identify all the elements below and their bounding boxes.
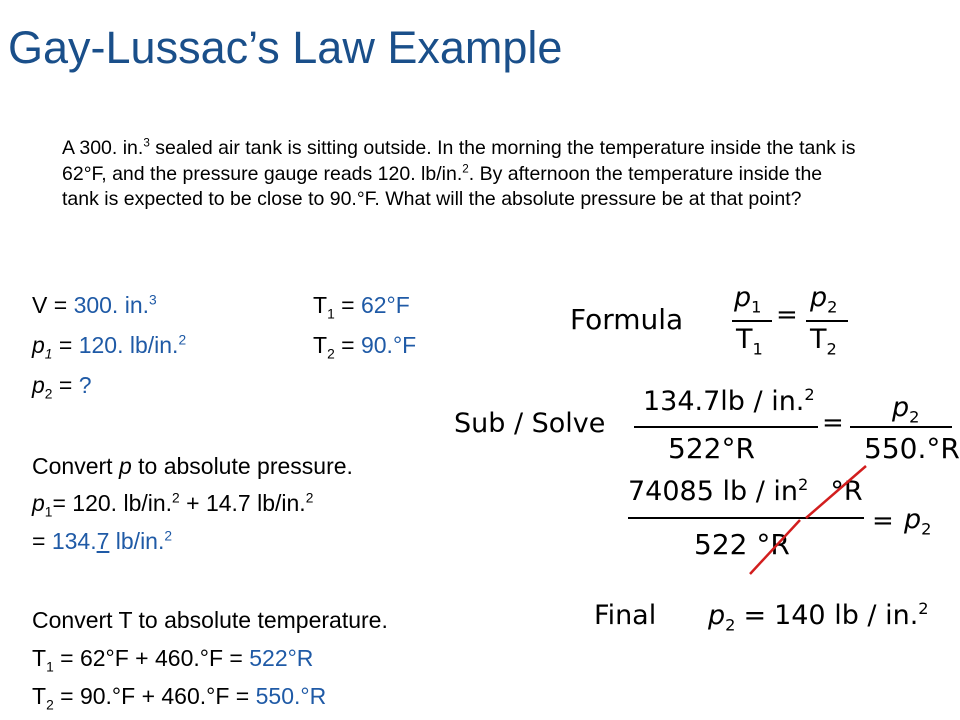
- given-t2-value: 90.°F: [360, 332, 417, 358]
- problem-text-3: . By afternoon the temperature inside the tank is expected to be close to 90.°F. What will the absolute pressure be at that point?: [62, 162, 823, 210]
- convert-t1-value: 522°R: [249, 645, 314, 671]
- problem-text-2: sealed air tank is sitting outside. In the morning the temperature inside the tank is 62°F, and the pressure gauge reads 120. lb/in.: [62, 137, 856, 185]
- step3-denominator: 522 °R: [694, 528, 790, 561]
- formula-num-left: $p_1$: [734, 282, 762, 317]
- problem-text-1: A 300. in.: [62, 137, 144, 159]
- sub-num-right: $p_2$: [892, 392, 920, 427]
- given-p1: $p_1 = 120$. lb/in.$^2$: [32, 332, 187, 362]
- given-volume-label: V =: [32, 292, 74, 318]
- step3-result: $p_2$: [904, 504, 932, 539]
- final-answer: $p_2 = 140$ lb / in.$^2$: [708, 599, 929, 635]
- convert-p-result-value: 134.7 lb/in.$^2$: [51, 528, 173, 554]
- step3-numerator: 74085 lb / $in^2$ °R: [628, 475, 863, 507]
- step3-equals: =: [872, 506, 894, 536]
- given-t1-value: 62°F: [360, 292, 410, 318]
- problem-sup-1: 3: [143, 136, 150, 150]
- final-label: Final: [594, 600, 657, 631]
- convert-t-line2: $T_2 = 90.^\circ F + 460.^\circ F = 550.^\circ R$: [32, 683, 327, 713]
- formula-den-right: $T_2$: [810, 324, 837, 359]
- sub-solve-label: Sub / Solve: [454, 408, 606, 439]
- problem-sup-2: 2: [462, 162, 469, 175]
- given-t2: $T_2 = 90.^\circ F$: [313, 332, 417, 362]
- convert-t-heading: Convert T to absolute temperature.: [32, 607, 388, 633]
- convert-p-line1: $p_1= 120$. lb/in.$^2$ + 14.7 lb/in.$^2$: [32, 490, 314, 520]
- formula-num-right: $p_2$: [810, 282, 838, 317]
- convert-p-heading: Convert p to absolute pressure.: [32, 453, 353, 479]
- cancel-mark-top: [806, 466, 866, 518]
- sub-den-right: 550.°R: [864, 432, 960, 465]
- page-title: Gay-Lussac’s Law Example: [8, 22, 563, 73]
- given-p1-value: 120. lb/in.$^2$: [78, 332, 187, 358]
- given-p2-value: ?: [78, 372, 92, 398]
- formula-den-left: $T_1$: [736, 324, 763, 359]
- formula-label: Formula: [570, 303, 684, 336]
- given-volume-value: 300. in.$^3$: [73, 292, 157, 318]
- convert-t-line1: $T_1 = 62^\circ F + 460.^\circ F = 522^\circ R$: [32, 645, 314, 675]
- formula-equals: =: [776, 300, 798, 330]
- given-p2-symbol: p: [32, 372, 45, 398]
- convert-t2-value: 550.°R: [255, 683, 327, 709]
- given-t1: $T_1 = 62^\circ F$: [313, 292, 410, 322]
- given-p2: $p_2$ = ?: [32, 372, 92, 402]
- sub-num-left: 134.7lb / in.$^2$: [643, 385, 815, 417]
- convert-p-result: = 134.7 lb/in.$^2$: [32, 528, 173, 554]
- cancel-mark-bottom: [750, 520, 800, 574]
- given-p1-symbol: p: [32, 332, 45, 358]
- sub-den-left: 522°R: [668, 432, 755, 465]
- sub-equals: =: [822, 408, 844, 438]
